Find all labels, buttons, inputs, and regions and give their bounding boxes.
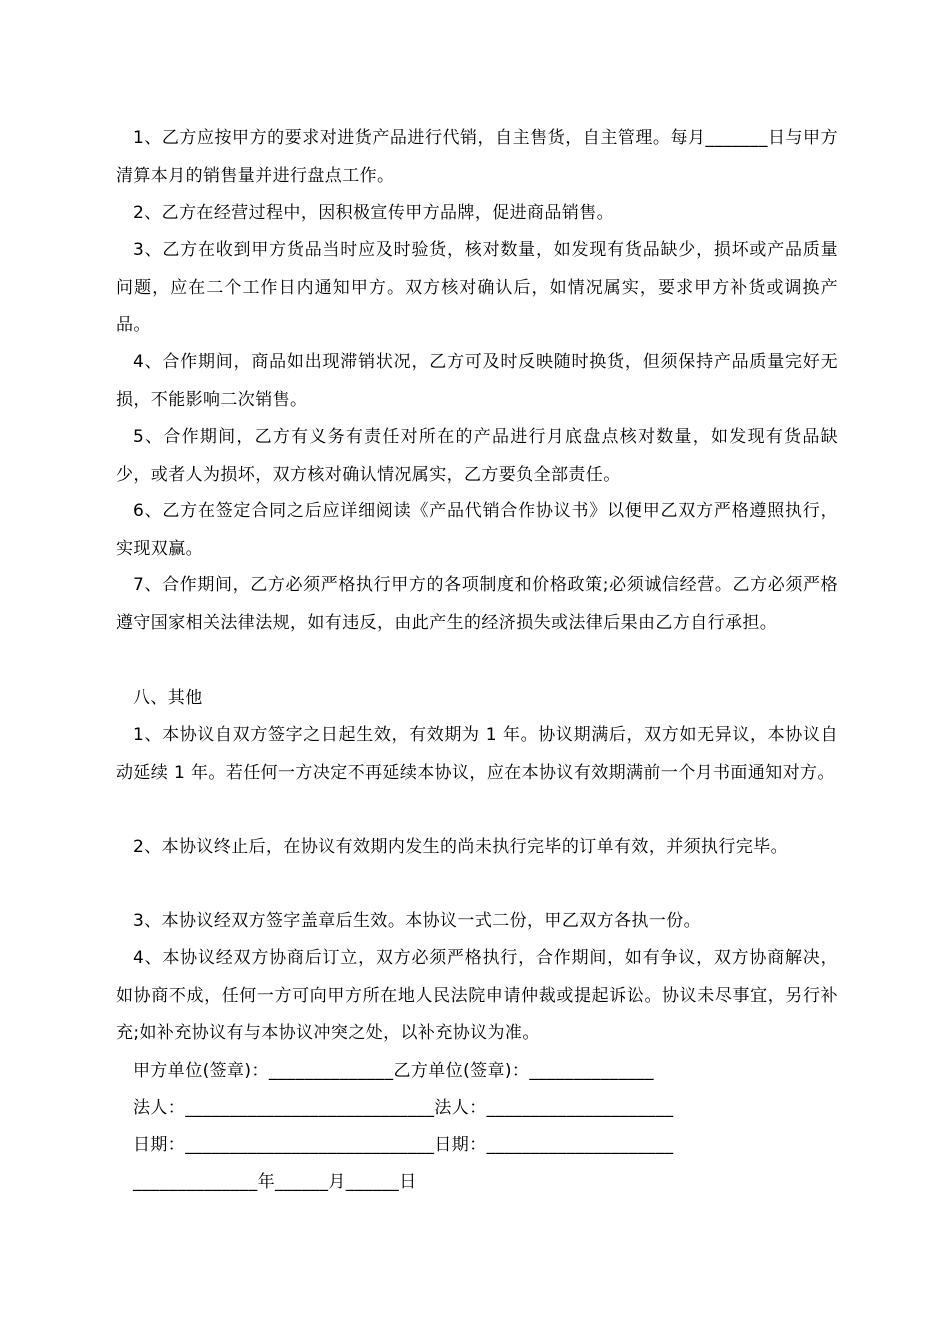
clause-1: 1、乙方应按甲方的要求对进货产品进行代销，自主售货，自主管理。每月_______日与甲方清算本月的销售量并进行盘点工作。 [116, 128, 838, 186]
other-clause-4: 4、本协议经双方协商后订立，双方必须严格执行，合作期间，如有争议，双方协商解决，如协商不成，任何一方可向甲方所在地人民法院申请仲裁或提起诉讼。协议未尽事宜，另行补充;如补充协议有与本协议冲突之处，以补充协议为准。 [116, 948, 838, 1043]
signature-units-line: 甲方单位(签章)：______________乙方单位(签章)：______________ [133, 1061, 654, 1081]
other-clause-3: 3、本协议经双方签字盖章后生效。本协议一式二份，甲乙双方各执一份。 [133, 911, 702, 931]
other-clause-2: 2、本协议终止后，在协议有效期内发生的尚未执行完毕的订单有效，并须执行完毕。 [133, 837, 789, 857]
other-clause-1: 1、本协议自双方签字之日起生效，有效期为 1 年。协议期满后，双方如无异议，本协议自动延续 1 年。若任何一方决定不再延续本协议，应在本协议有效期满前一个月书面通知对方。 [116, 725, 838, 783]
clause-6: 6、乙方在签定合同之后应详细阅读《产品代销合作协议书》以便甲乙双方严格遵照执行，实现双赢。 [116, 501, 838, 559]
signature-legal-person-line: 法人：____________________________法人：_____________________ [133, 1098, 674, 1118]
signature-year-month-day-line: ______________年______月______日 [133, 1172, 417, 1192]
signature-date-line: 日期：____________________________日期：_____________________ [133, 1135, 674, 1155]
clause-7: 7、合作期间，乙方必须严格执行甲方的各项制度和价格政策;必须诚信经营。乙方必须严格遵守国家相关法律法规，如有违反，由此产生的经济损失或法律后果由乙方自行承担。 [116, 575, 838, 633]
section-heading-other: 八、其他 [133, 688, 203, 708]
clause-2: 2、乙方在经营过程中，因积极宣传甲方品牌，促进商品销售。 [133, 203, 615, 223]
clause-4: 4、合作期间，商品如出现滞销状况，乙方可及时反映随时换货，但须保持产品质量完好无损，不能影响二次销售。 [116, 352, 838, 410]
clause-3: 3、乙方在收到甲方货品当时应及时验货，核对数量，如发现有货品缺少，损坏或产品质量问题，应在二个工作日内通知甲方。双方核对确认后，如情况属实，要求甲方补货或调换产品。 [116, 240, 838, 335]
clause-5: 5、合作期间，乙方有义务有责任对所在的产品进行月底盘点核对数量，如发现有货品缺少，或者人为损坏，双方核对确认情况属实，乙方要负全部责任。 [116, 427, 838, 485]
